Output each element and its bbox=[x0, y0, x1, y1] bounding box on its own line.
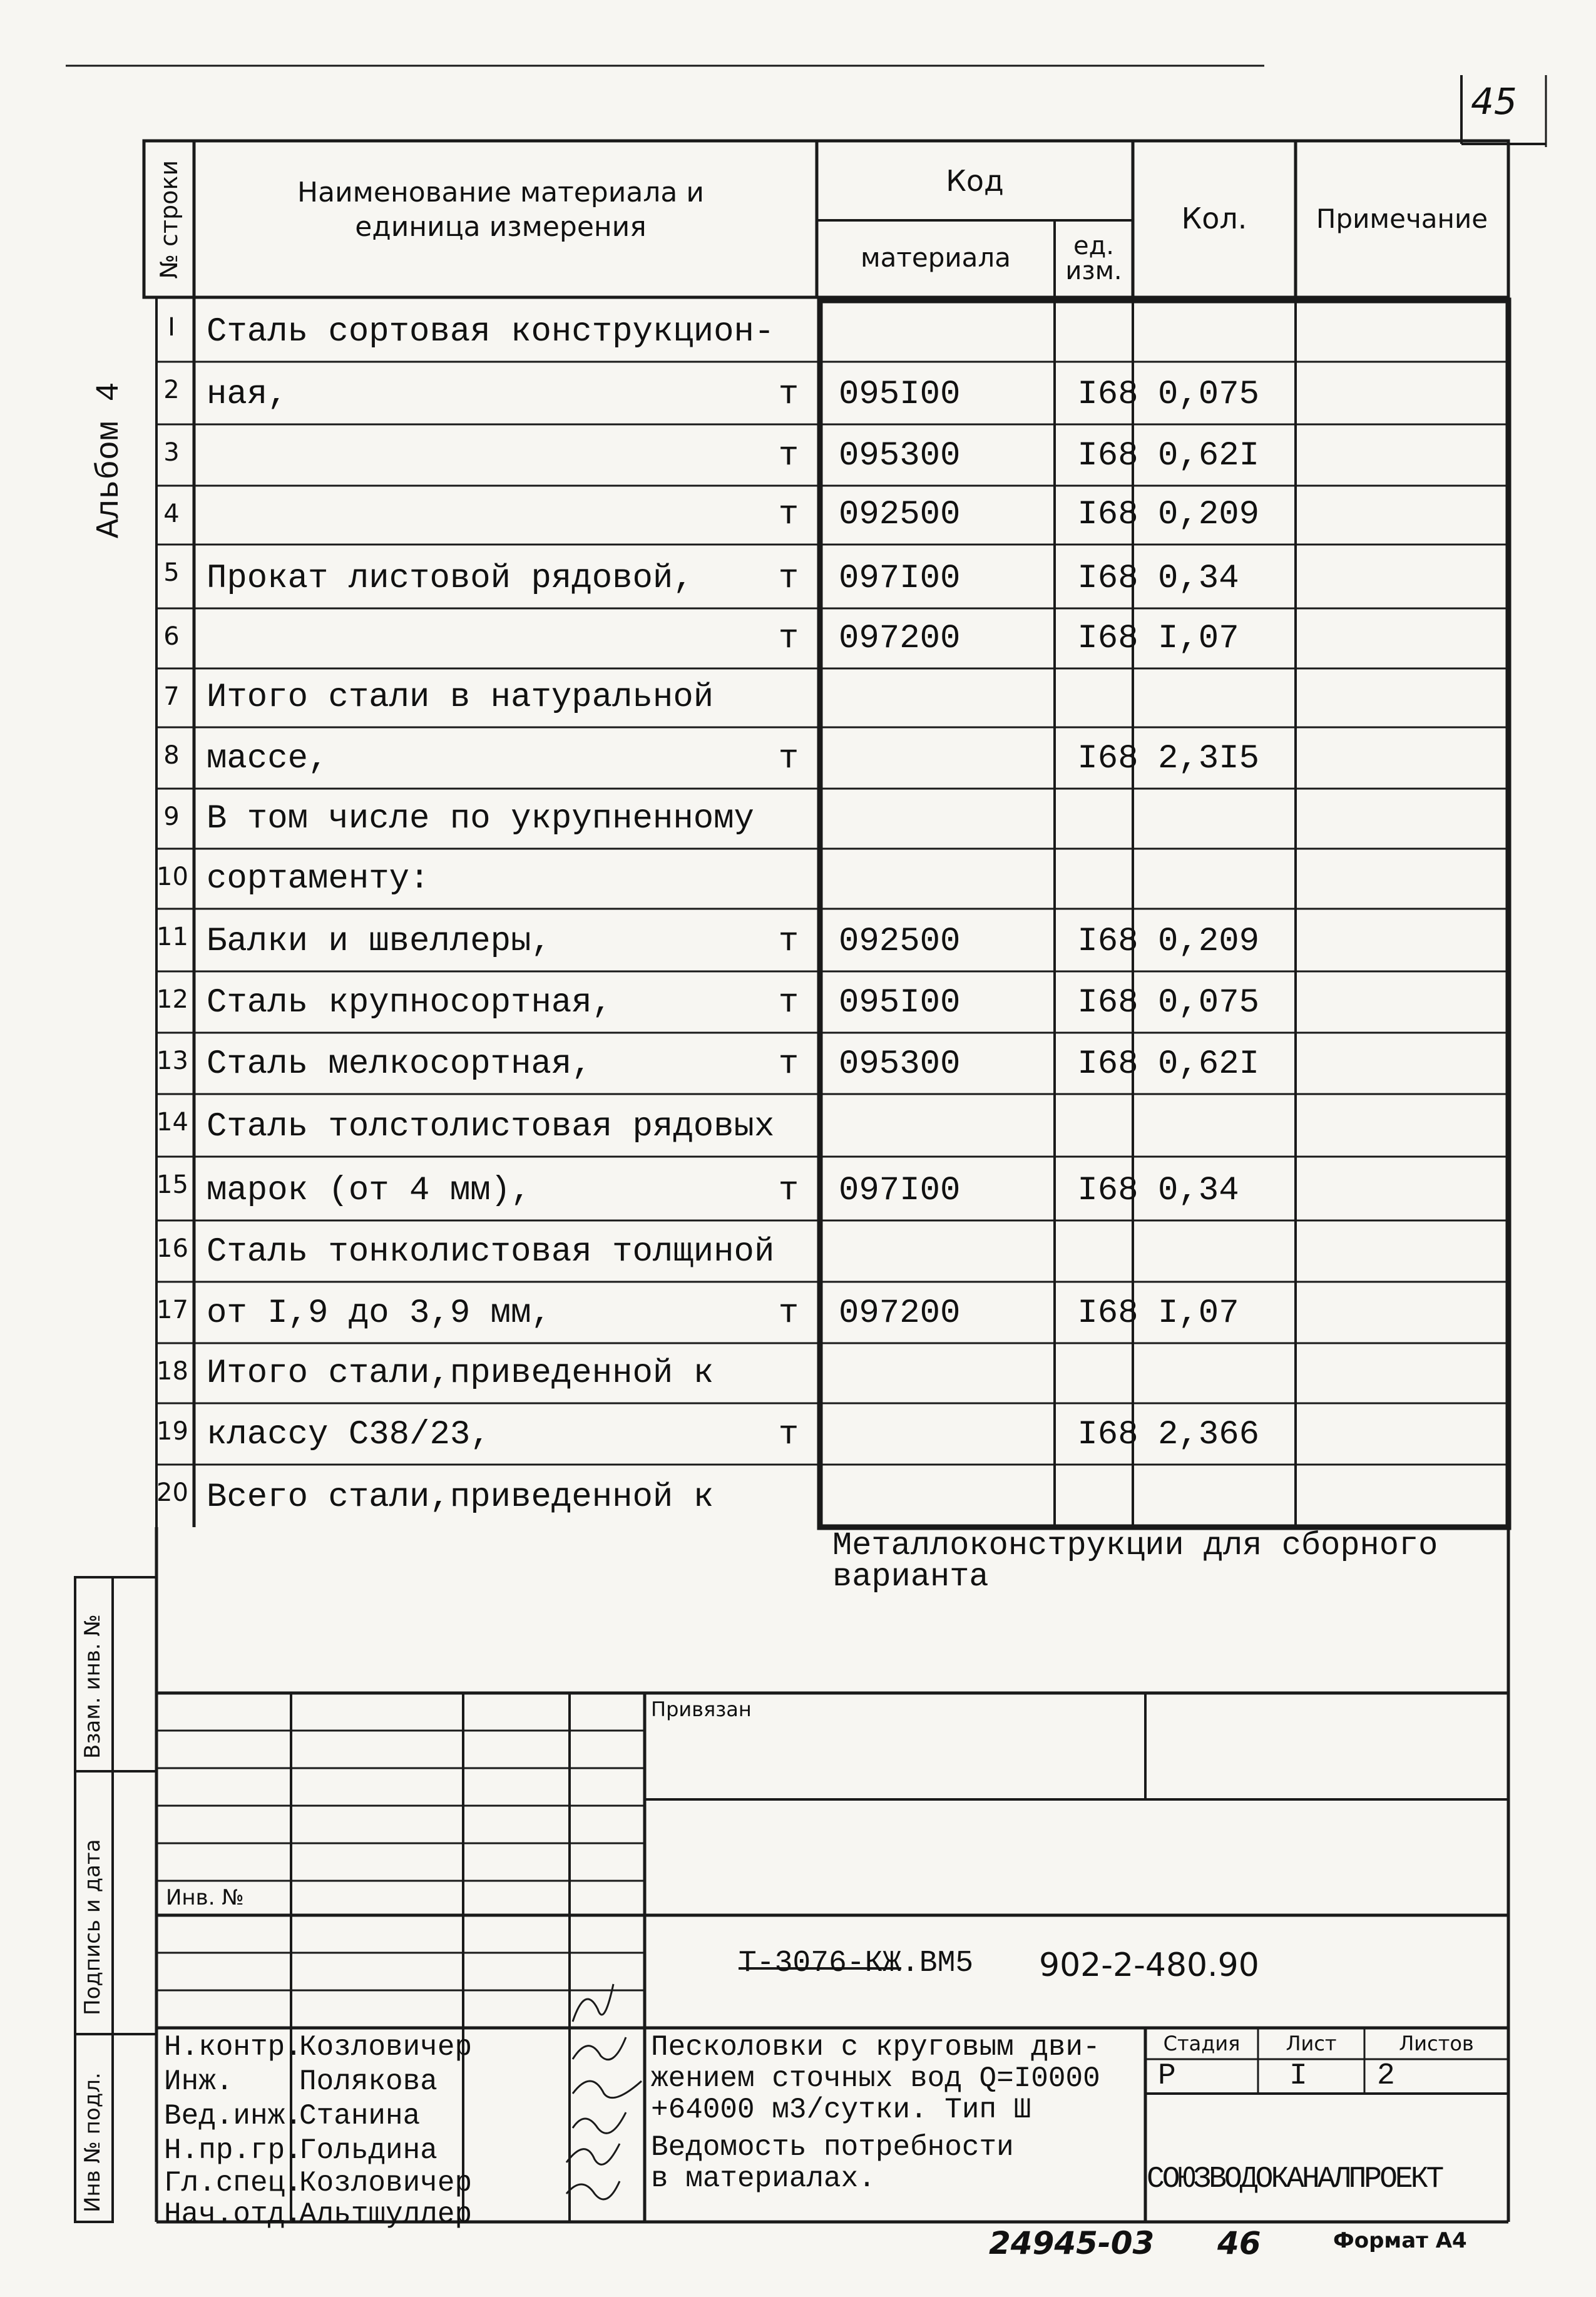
table-row bbox=[156, 608, 1508, 668]
table-row bbox=[156, 1033, 1508, 1094]
quantity: 0,209 bbox=[1158, 923, 1260, 961]
signature-role: Гл.спец. bbox=[164, 2167, 302, 2199]
material-name: массе, bbox=[207, 740, 329, 778]
material-name: Прокат листовой рядовой, bbox=[207, 560, 693, 598]
row-number: 16 bbox=[156, 1234, 188, 1263]
stage-label: Стадия bbox=[1163, 2032, 1240, 2055]
header-code-material: материала bbox=[860, 242, 1011, 274]
material-name: Сталь толстолистовая рядовых bbox=[207, 1108, 775, 1146]
quantity: I,07 bbox=[1158, 1294, 1239, 1333]
material-code: 097I00 bbox=[839, 560, 961, 598]
row-unit: т bbox=[778, 1172, 799, 1210]
signature-name: Козловичер bbox=[299, 2031, 473, 2064]
material-name: марок (от 4 мм), bbox=[207, 1172, 531, 1210]
material-name: Сталь мелкосортная, bbox=[207, 1045, 592, 1083]
row-unit: т bbox=[778, 496, 799, 534]
table-row bbox=[156, 1220, 1508, 1282]
table-row bbox=[156, 849, 1508, 909]
unit-code: I68 bbox=[1077, 1416, 1138, 1454]
row-unit: т bbox=[778, 984, 799, 1022]
row-unit: т bbox=[778, 1294, 799, 1333]
sheets-value: 2 bbox=[1377, 2059, 1395, 2093]
table-row bbox=[156, 545, 1508, 608]
unit-code: I68 bbox=[1077, 984, 1138, 1022]
caption-line-2: варианта bbox=[832, 1558, 989, 1595]
row-unit: т bbox=[778, 1416, 799, 1454]
row-unit: т bbox=[778, 923, 799, 961]
quantity: I,07 bbox=[1158, 620, 1239, 658]
quantity: 0,34 bbox=[1158, 560, 1239, 598]
row-unit: т bbox=[778, 376, 799, 414]
signature-name: Альтшуллер bbox=[299, 2198, 473, 2231]
title-line: жением сточных вод Q=I0000 bbox=[651, 2062, 1100, 2095]
row-unit: т bbox=[778, 1045, 799, 1083]
signature-name: Полякова bbox=[299, 2065, 437, 2098]
header-note: Примечание bbox=[1316, 203, 1488, 234]
table-row bbox=[156, 1465, 1508, 1527]
privyazan-label: Привязан bbox=[651, 1697, 752, 1721]
unit-code: I68 bbox=[1077, 560, 1138, 598]
table-row bbox=[156, 299, 1508, 362]
row-unit: т bbox=[778, 560, 799, 598]
material-code: 095I00 bbox=[839, 376, 961, 414]
table-row bbox=[156, 1157, 1508, 1220]
doc-code: 902-2-480.90 bbox=[1039, 1947, 1259, 1984]
table-row bbox=[156, 1403, 1508, 1465]
quantity: 0,62I bbox=[1158, 1045, 1260, 1083]
header-name bbox=[263, 169, 739, 250]
format-label: Формат А4 bbox=[1333, 2228, 1467, 2253]
quantity: 0,075 bbox=[1158, 984, 1260, 1022]
title-line: Песколовки с круговым дви- bbox=[651, 2031, 1100, 2064]
unit-code: I68 bbox=[1077, 740, 1138, 778]
material-name: Сталь сортовая конструкцион- bbox=[207, 313, 775, 351]
row-number: 14 bbox=[156, 1108, 188, 1137]
row-number: I bbox=[168, 313, 175, 342]
unit-code: I68 bbox=[1077, 437, 1138, 475]
header-qty: Кол. bbox=[1181, 202, 1247, 236]
material-code: 092500 bbox=[839, 923, 961, 961]
sheet-label: Лист bbox=[1286, 2032, 1337, 2055]
material-name: ная, bbox=[207, 376, 288, 414]
header-code: Код bbox=[946, 164, 1004, 198]
sheet-value: I bbox=[1289, 2059, 1307, 2093]
material-code: 097200 bbox=[839, 620, 961, 658]
material-name: В том числе по укрупненному bbox=[207, 800, 754, 838]
row-number: 8 bbox=[163, 741, 180, 770]
material-code: 092500 bbox=[839, 496, 961, 534]
quantity: 0,209 bbox=[1158, 496, 1260, 534]
material-name: Всего стали,приведенной к bbox=[207, 1478, 714, 1517]
unit-code: I68 bbox=[1077, 376, 1138, 414]
title-line: Ведомость потребности bbox=[651, 2131, 1014, 2164]
row-number: 15 bbox=[156, 1170, 188, 1199]
row-number: 9 bbox=[163, 802, 180, 831]
quantity: 0,62I bbox=[1158, 437, 1260, 475]
table-row bbox=[156, 668, 1508, 727]
table-row bbox=[156, 789, 1508, 849]
side-label-vzam: Взам. инв. № bbox=[80, 1614, 105, 1759]
signature-role: Инж. bbox=[164, 2065, 233, 2098]
caption-line-1: Металлоконструкции для сборного bbox=[832, 1527, 1438, 1564]
quantity: 0,34 bbox=[1158, 1172, 1239, 1210]
signature-name: Гольдина bbox=[299, 2134, 437, 2167]
unit-code: I68 bbox=[1077, 1172, 1138, 1210]
material-code: 095300 bbox=[839, 437, 961, 475]
material-name: Сталь тонколистовая толщиной bbox=[207, 1233, 775, 1271]
header-name-label: Наименование материала и единица измерения bbox=[297, 176, 704, 243]
sheets-label: Листов bbox=[1399, 2032, 1474, 2055]
row-number: 12 bbox=[156, 985, 188, 1014]
stamp-number: 24945-03 bbox=[989, 2225, 1155, 2261]
row-unit: т bbox=[778, 437, 799, 475]
row-number: 11 bbox=[156, 923, 188, 951]
table-row bbox=[156, 971, 1508, 1033]
material-code: 095300 bbox=[839, 1045, 961, 1083]
row-number: 18 bbox=[156, 1357, 188, 1386]
unit-code: I68 bbox=[1077, 1294, 1138, 1333]
material-code: 097I00 bbox=[839, 1172, 961, 1210]
header-code-unit: ед. изм. bbox=[1065, 231, 1122, 285]
signature-role: Н.контр. bbox=[164, 2031, 302, 2064]
unit-code: I68 bbox=[1077, 923, 1138, 961]
signature-name: Станина bbox=[299, 2100, 421, 2132]
unit-code: I68 bbox=[1077, 496, 1138, 534]
album-label: Альбом 4 bbox=[91, 382, 128, 538]
material-code: 097200 bbox=[839, 1294, 961, 1333]
row-number: 5 bbox=[163, 558, 180, 587]
title-line: в материалах. bbox=[651, 2162, 876, 2195]
row-unit: т bbox=[778, 620, 799, 658]
header-row-no bbox=[145, 143, 194, 296]
row-unit: т bbox=[778, 740, 799, 778]
organization-name: СОЮЗВОДОКАНАЛПРОЕКТ bbox=[1147, 2162, 1442, 2196]
table-row bbox=[156, 1094, 1508, 1157]
stage-value: Р bbox=[1158, 2059, 1176, 2093]
material-name: Балки и швеллеры, bbox=[207, 923, 551, 961]
row-number: 2 bbox=[163, 376, 180, 404]
header-row-no-label: № строки bbox=[155, 160, 183, 279]
table-row bbox=[156, 362, 1508, 424]
row-number: 17 bbox=[156, 1296, 188, 1324]
row-number: 20 bbox=[156, 1478, 188, 1507]
signature-role: Нач.отд. bbox=[164, 2198, 302, 2231]
title-line: +64000 м3/сутки. Тип Ш bbox=[651, 2094, 1031, 2126]
material-name: классу С38/23, bbox=[207, 1416, 491, 1454]
quantity: 2,366 bbox=[1158, 1416, 1260, 1454]
table-row bbox=[156, 424, 1508, 486]
row-number: 7 bbox=[163, 682, 180, 711]
material-name: Сталь крупносортная, bbox=[207, 984, 613, 1022]
row-number: 3 bbox=[163, 438, 180, 467]
side-label-podpis: Подпись и дата bbox=[80, 1839, 105, 2015]
row-number: 6 bbox=[163, 622, 180, 651]
table-row bbox=[156, 1282, 1508, 1343]
unit-code: I68 bbox=[1077, 1045, 1138, 1083]
material-name: сортаменту: bbox=[207, 860, 430, 898]
unit-code: I68 bbox=[1077, 620, 1138, 658]
signature-name: Козловичер bbox=[299, 2167, 473, 2199]
row-number: 4 bbox=[163, 499, 180, 528]
code-suffix: .ВМ5 bbox=[901, 1947, 974, 1980]
page-number-top: 45 bbox=[1471, 80, 1517, 123]
material-name: Итого стали в натуральной bbox=[207, 678, 714, 717]
table-row bbox=[156, 909, 1508, 971]
side-label-inv: Инв № подл. bbox=[80, 2072, 105, 2213]
table-row bbox=[156, 1343, 1508, 1403]
material-code: 095I00 bbox=[839, 984, 961, 1022]
row-number: 19 bbox=[156, 1417, 188, 1446]
row-number: 10 bbox=[156, 862, 188, 891]
signature-role: Н.пр.гр. bbox=[164, 2134, 302, 2167]
signature-role: Вед.инж. bbox=[164, 2100, 302, 2132]
table-row bbox=[156, 727, 1508, 789]
old-code: Т-3076-КЖ bbox=[739, 1947, 901, 1980]
inv-no-label: Инв. № bbox=[166, 1885, 244, 1910]
quantity: 0,075 bbox=[1158, 376, 1260, 414]
footer-page-number: 46 bbox=[1217, 2225, 1261, 2261]
row-number: 13 bbox=[156, 1046, 188, 1075]
material-name: от I,9 до 3,9 мм, bbox=[207, 1294, 551, 1333]
material-name: Итого стали,приведенной к bbox=[207, 1354, 714, 1393]
quantity: 2,3I5 bbox=[1158, 740, 1260, 778]
table-row bbox=[156, 486, 1508, 545]
